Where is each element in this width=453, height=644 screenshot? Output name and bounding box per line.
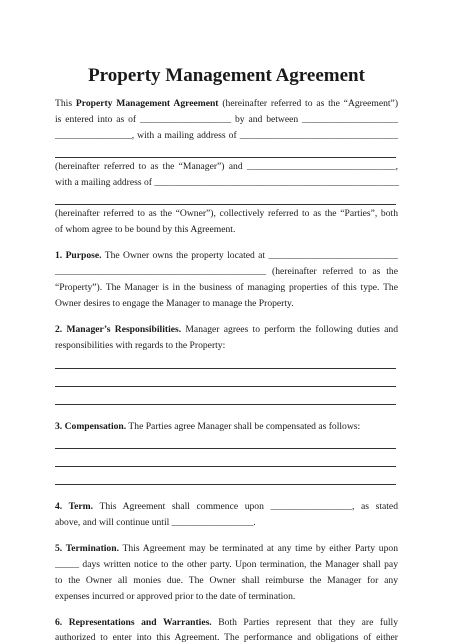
section-2-line-2: responsibilities with regards to the Property: — [55, 340, 226, 351]
section-4-line-1: 4. Term. This Agreement shall commence upon _________________, as stated — [55, 501, 398, 512]
section-5-line-1: 5. Termination. This Agreement may be terminated at any time by either Party upon — [55, 543, 398, 554]
section-5-line-3: to the Owner all monies due. The Owner shall reimburse the Manager for any — [55, 575, 398, 586]
section-3-line-1: 3. Compensation. The Parties agree Manager shall be compensated as follows: — [55, 421, 361, 432]
manager-name-blank-line — [55, 157, 396, 158]
intro-line-6: with a mailing address of ___________________________________________________ — [55, 177, 400, 188]
section-1-line-4: Owner desires to engage the Manager to manage the Property. — [55, 298, 294, 309]
intro-line-5: (hereinafter referred to as the “Manager”) and _______________________________, — [55, 161, 398, 172]
section-1-line-3: “Property”). The Manager is in the business of managing properties of this type. The — [55, 282, 398, 293]
section-5-heading: 5. Termination. — [55, 543, 119, 554]
section-1-heading: 1. Purpose. — [55, 250, 102, 261]
owner-address-blank-line — [55, 204, 396, 205]
responsibilities-blank-line-2 — [55, 386, 396, 387]
section-6-line-2: authorized to enter into this Agreement. The performance and obligations of either — [55, 632, 398, 643]
document-title: Property Management Agreement — [88, 65, 365, 86]
section-3-heading: 3. Compensation. — [55, 421, 127, 432]
intro-line-8: (hereinafter referred to as the “Owner”), collectively referred to as the “Parties”, both — [55, 208, 398, 219]
intro-this: This — [55, 98, 73, 109]
section-2-heading: 2. Manager’s Responsibilities. — [55, 324, 182, 335]
section-4-line-2: above, and will continue until _________________. — [55, 517, 256, 528]
section-5-line-2: _____ days written notice to the other party. Upon termination, the Manager shall pay — [55, 559, 398, 570]
intro-line-1 — [55, 97, 398, 110]
intro-line-3: ________________, with a mailing address of _________________________________ — [55, 130, 398, 141]
intro-line-1-rest: (hereinafter referred to as the “Agreement”) — [222, 98, 399, 109]
section-6-line-1: 6. Representations and Warranties. Both Parties represent that they are fully — [55, 617, 398, 628]
section-6-heading: 6. Representations and Warranties. — [55, 617, 212, 628]
responsibilities-blank-line-3 — [55, 404, 396, 405]
section-4-heading: 4. Term. — [55, 501, 94, 512]
compensation-blank-line-2 — [55, 466, 396, 467]
responsibilities-blank-line-1 — [55, 368, 396, 369]
intro-line-2: is entered into as of ___________________ by and between ____________________ — [55, 114, 398, 125]
compensation-blank-line-3 — [55, 484, 396, 485]
intro-line-9: of whom agree to be bound by this Agreement. — [55, 224, 236, 235]
agreement-name: Property Management Agreement — [75, 98, 219, 109]
section-1-line-1: 1. Purpose. The Owner owns the property located at ___________________________ — [55, 250, 398, 261]
compensation-blank-line-1 — [55, 448, 396, 449]
section-2-line-1: 2. Manager’s Responsibilities. Manager agrees to perform the following duties and — [55, 324, 398, 335]
section-5-line-4: expenses incurred or approved prior to the date of termination. — [55, 591, 296, 602]
section-1-line-2: ____________________________________________ (hereinafter referred to as the — [55, 266, 398, 277]
